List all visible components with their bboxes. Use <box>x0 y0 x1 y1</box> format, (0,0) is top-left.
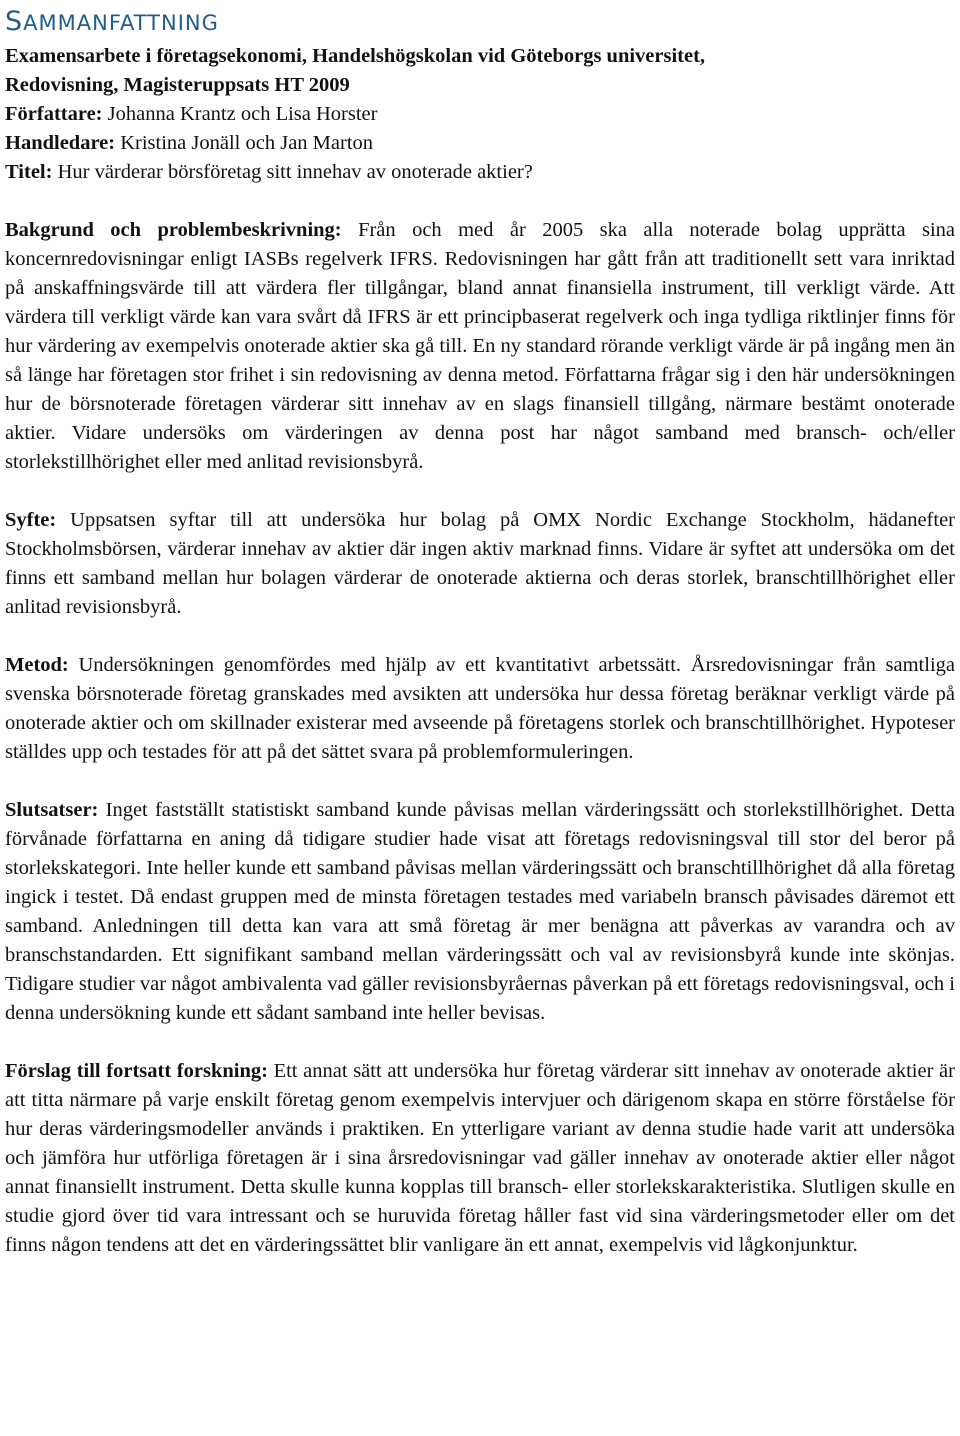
degree-line-1: Examensarbete i företagsekonomi, Handelshögskolan vid Göteborgs universitet, <box>5 45 706 67</box>
supervisors-line <box>5 129 955 158</box>
section-heading <box>5 3 955 42</box>
syfte-text: Uppsatsen syftar till att undersöka hur bolag på OMX Nordic Exchange Stockholm, hädanefter Stockholmsbörsen, värderar innehav av aktier där ingen aktiv marknad finns. Vidare är syftet att undersöka om det finns ett samband mellan hur bolagen värderar de onoterade aktierna och deras storlek, branschtillhörighet eller anlitad revisionsbyrå. <box>5 509 955 618</box>
heading-initial: S <box>5 6 24 37</box>
slutsatser-label: Slutsatser: <box>5 799 99 821</box>
authors-label: Författare: <box>5 103 103 125</box>
document-page <box>5 0 955 1260</box>
forslag-label: Förslag till fortsatt forskning: <box>5 1060 268 1082</box>
slutsatser-text: Inget fastställt statistiskt samband kunde påvisas mellan värderingssätt och storlekstillhörighet. Detta förvånade författarna en aning då tidigare studier hade visat att företags redovisningsval till stor del beror på storlekskategori. Inte heller kunde ett samband påvisas mellan värderingssätt och branschtillhörighet då alla företag ingick i testet. Då endast gruppen med de minsta företagen testades med variabeln bransch påvisades däremot ett samband. Anledningen till detta kan vara att små företag är mer benägna att påverkas av varandra och av branschstandarden. Ett signifikant samband mellan värderingssätt och val av revisionsbyrå kunde inte skönjas. Tidigare studier var något ambivalenta vad gäller revisionsbyråernas påverkan på ett företags redovisningsval, och i denna undersökning kunde ett sådant samband inte heller bevisas. <box>5 799 956 1024</box>
supervisors-label: Handledare: <box>5 132 116 154</box>
supervisors-value: Kristina Jonäll och Jan Marton <box>120 132 374 154</box>
heading-rest: AMMANFATTNING <box>23 11 219 35</box>
metod-label: Metod: <box>5 654 69 676</box>
authors-value: Johanna Krantz och Lisa Horster <box>107 103 378 125</box>
section-slutsatser <box>5 796 955 1028</box>
section-bakgrund <box>5 216 955 477</box>
section-metod <box>5 651 955 767</box>
forslag-text: Ett annat sätt att undersöka hur företag värderar sitt innehav av onoterade aktier är att titta närmare på varje enskilt företag genom exempelvis intervjuer och därigenom skapa en större förståelse för hur deras värderingsmodeller används i praktiken. En ytterligare variant av denna studie hade varit att undersöka och jämföra hur utförliga företagen är i sina årsredovisningar vad gäller innehav av onoterade aktier eller något annat finansiellt instrument. Detta skulle kunna kopplas till bransch- eller storlekskaraktеristika. Slutligen skulle en studie gjord över tid vara intressant och se huruvida företag håller fast vid sina värderingsmetoder eller om det finns någon tendens att det en värderingssättet blir vanligare än ett annat, exempelvis vid lågkonjunktur. <box>5 1060 955 1256</box>
thesis-metadata <box>5 42 955 187</box>
title-line <box>5 158 955 187</box>
title-label: Titel: <box>5 161 53 183</box>
syfte-label: Syfte: <box>5 509 57 531</box>
section-syfte <box>5 506 955 622</box>
section-forslag <box>5 1057 955 1260</box>
metod-text: Undersökningen genomfördes med hjälp av ett kvantitativt arbetssätt. Årsredovisningar från samtliga svenska börsnoterade företag granskades med avsikten att undersöka hur dessa företag beräknar verkligt värde på onoterade aktier och om skillnader existerar med avseende på företagens storlek och branschtillhörighet. Hypoteser ställdes upp och testades för att på det sättet svara på problemformuleringen. <box>5 654 955 763</box>
title-value: Hur värderar börsföretag sitt innehav av onoterade aktier? <box>57 161 533 183</box>
degree-line-2: Redovisning, Magisteruppsats HT 2009 <box>5 74 350 96</box>
bakgrund-label: Bakgrund och problembeskrivning: <box>5 219 342 241</box>
bakgrund-text: Från och med år 2005 ska alla noterade bolag upprätta sina koncernredovisningar enligt IASBs regelverk IFRS. Redovisningen har gått från att traditionellt sett vara inriktad på anskaffningsvärde till att värdera fler tillgångar, bland annat finansiella instrument, till verkligt värde. Att värdera till verkligt värde kan vara svårt då IFRS är ett principbaserat regelverk och inga tydliga riktlinjer finns för hur värdering av exempelvis onoterade aktier ska gå till. En ny standard rörande verkligt värde är på ingång men än så länge har företagen stor frihet i sin redovisning av denna metod. Författarna frågar sig i den här undersökningen hur de börsnoterade företagen värderar sitt innehav av en slags finansiell tillgång, närmare bestämt onoterade aktier. Vidare undersöks om värderingen av denna post har något samband med bransch- och/eller storlekstillhörighet eller med anlitad revisionsbyrå. <box>5 219 955 473</box>
authors-line <box>5 100 955 129</box>
